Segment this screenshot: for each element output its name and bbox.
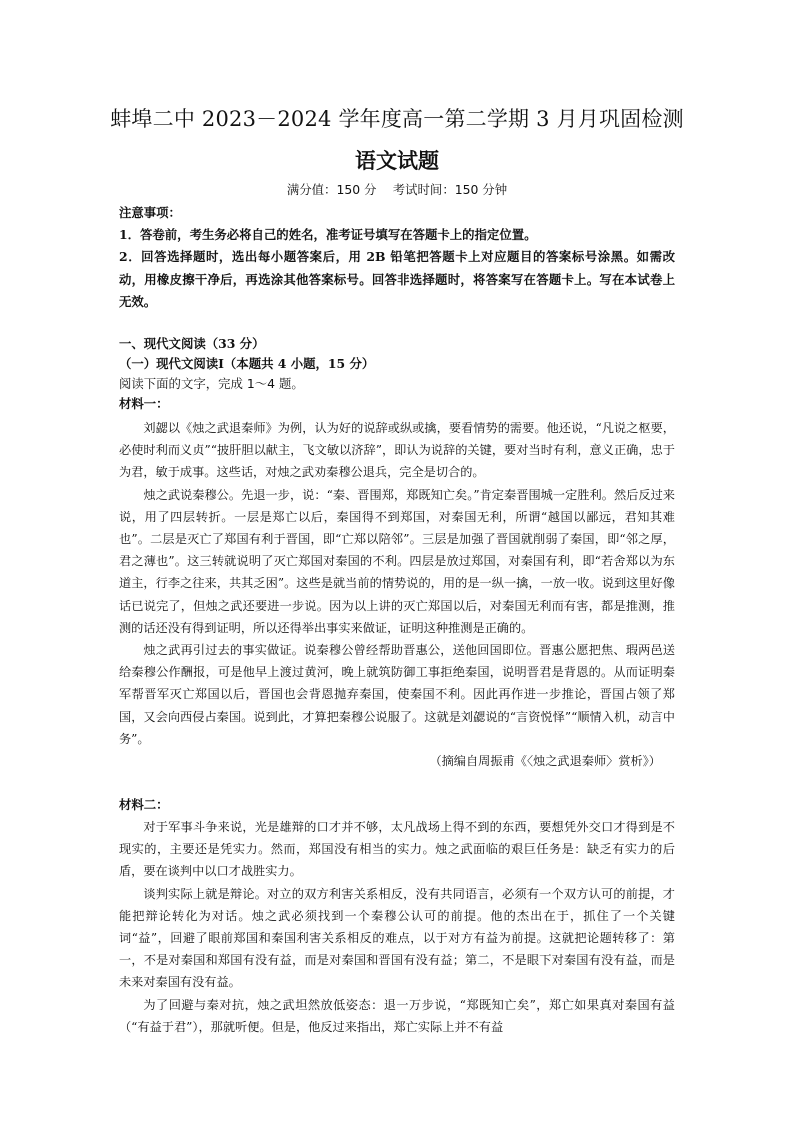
notice-heading: 注意事项： [119, 205, 181, 220]
section-instruction: 阅读下面的文字，完成 1～4 题。 [119, 376, 304, 391]
material2-paragraph: 对于军事斗争来说，光是雄辩的口才并不够，太凡战场上得不到的东西，要想凭外交口才得到是不现实的，主要还是凭实力。然而，郑国没有相当的实力。烛之武面临的艰巨任务是：缺乏有实力的后盾，要在谈判中以口才战胜实力。 [119, 820, 675, 879]
material2-paragraph: 为了回避与秦对抗，烛之武坦然放低姿态：退一万步说，“郑既知亡矣”，郑亡如果真对秦国有益（“有益于君”），那就听便。但是，他反过来指出，郑亡实际上并不有益 [119, 997, 675, 1034]
notice-block [119, 202, 675, 313]
material2-paragraph: 谈判实际上就是辩论。对立的双方利害关系相反，没有共同语言，必须有一个双方认可的前提，才能把辩论转化为对话。烛之武必须找到一个秦穆公认可的前提。他的杰出在于，抓住了一个关键词“益”，回避了眼前郑国和秦国利害关系相反的难点，以于对方有益为前提。这就把论题转移了：第一，不是对秦国和郑国有没有益，而是对秦国和晋国有没有益；第二，不是眼下对秦国有没有益，而是未来对秦国有没有益。 [119, 886, 675, 990]
material1-paragraph: 刘勰以《烛之武退秦师》为例，认为好的说辞或纵或擒，要看情势的需要。他还说，“凡说之枢要，必使时利而义贞”“披肝胆以献主，飞文敏以济辞”，即认为说辞的关键，要对当时有利，意义正确，忠于为君，敏于成事。这些话，对烛之武劝秦穆公退兵，完全是切合的。 [119, 421, 675, 480]
material1-paragraph: 烛之武再引过去的事实做证。说秦穆公曾经帮助晋惠公，送他回国即位。晋惠公愿把焦、瑕两邑送给秦穆公作酬报，可是他早上渡过黄河，晚上就筑防御工事拒绝秦国，说明晋君是背恩的。从而证明秦军帮晋军灭亡郑国以后，晋国也会背恩抛弃秦国，使秦国不利。因此再作进一步推论，晋国占领了郑国，又会向西侵占秦国。说到此，才算把秦穆公说服了。这就是刘勰说的“言资悦怿”“顺情入机，动言中务”。 [119, 643, 675, 746]
exam-subject: 语文试题 [355, 148, 439, 173]
material2-body [119, 816, 675, 1038]
notice-item: 1．答卷前，考生务必将自己的姓名，准考证号填写在答题卡上的指定位置。 [119, 227, 537, 243]
section-block [119, 334, 675, 414]
exam-meta: 满分值：150 分 考试时间：150 分钟 [286, 182, 508, 197]
notice-item: 2．回答选择题时，选出每小题答案后，用 2B 铅笔把答题卡上对应题目的答案标号涂黑。如需改动，用橡皮擦干净后，再选涂其他答案标号。回答非选择题时，将答案写在答题卡上。写在本试卷上无效。 [119, 249, 675, 309]
exam-title: 蚌埠二中 2023－2024 学年度高一第二学期 3 月月巩固检测 [110, 107, 684, 131]
section-heading: 一、现代文阅读（33 分） [119, 336, 265, 351]
material1-paragraph: 烛之武说秦穆公。先退一步，说：“秦、晋围郑，郑既知亡矣。”肯定秦晋围城一定胜利。然后反过来说，用了四层转折。一层是郑亡以后，秦国得不到郑国，对秦国无利，所谓“越国以鄙远，君知其难也”。二层是灭亡了郑国有利于晋国，即“亡郑以陪邻”。三层是加强了晋国就削弱了秦国，即“邻之厚，君之薄也”。这三转就说明了灭亡郑国对秦国的不利。四层是放过郑国，对秦国有利，即“若舍郑以为东道主，行李之往来，共其乏困”。这些是就当前的情势说的，用的是一纵一擒，一放一收。说到这里好像话已说完了，但烛之武还要进一步说。因为以上讲的灭亡郑国以后，对秦国无利而有害，都是推测，推测的话还没有得到证明，所以还得举出事实来做证，证明这种推测是正确的。 [119, 487, 675, 635]
material2-label-wrap [119, 795, 675, 815]
material1-body [119, 417, 675, 772]
material1-label: 材料一： [119, 396, 169, 411]
section-subheading: （一）现代文阅读Ⅰ（本题共 4 小题，15 分） [119, 356, 375, 371]
material2-label: 材料二： [119, 797, 169, 812]
material1-citation: （摘编自周振甫《〈烛之武退秦师〉赏析》） [429, 754, 661, 769]
